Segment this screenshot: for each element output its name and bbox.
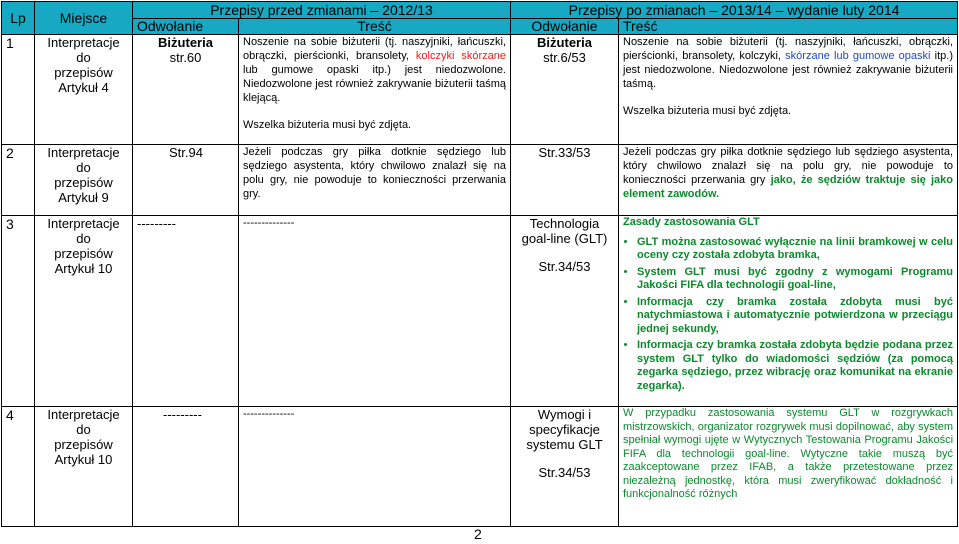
row-lp: 4 [2, 407, 35, 527]
list-item: • Informacja czy bramka została zdobyta będzie podana przez system GLT tylko do wiadomości sędziów (za pomocą zegarka sędziego, przez wibrację oraz komunikat na ekranie zegarka). [637, 339, 953, 393]
row-before-source: --------- [133, 216, 239, 407]
topic-line: Interpretacje do [47, 145, 120, 175]
header-miejsce: Miejsce [35, 2, 133, 35]
list-item: • GLT można zastosować wyłącznie na linii bramkowej w celu oceny czy została zdobyta bramka, [637, 236, 953, 263]
source-page: Str.34/53 [538, 259, 591, 274]
row-lp: 2 [2, 145, 35, 216]
source-label: Technologia [529, 216, 600, 231]
header-after-tresc: Treść [619, 19, 958, 35]
paragraph [623, 35, 953, 91]
topic-line: Artykuł 10 [54, 452, 113, 467]
row-before-text: -------------- [239, 216, 511, 407]
text-run: lub gumowe opaski itp.) jest niedozwolone. Niedozwolone jest również zakrywanie biżuterii taśmą klejącą. [243, 64, 506, 104]
row-after-text [619, 145, 958, 216]
source-page: Str.94 [169, 145, 203, 160]
table-row [2, 407, 958, 527]
topic-line: przepisów [54, 65, 113, 80]
source-page: str.6/53 [543, 50, 586, 65]
text-run: itp.) jest niedozwolone. Niedozwolone jest również zakrywanie biżuterii taśmą. [623, 50, 954, 90]
header-lp: Lp [2, 2, 35, 35]
topic-line: Artykuł 10 [54, 261, 113, 276]
header-before-odwolanie: Odwołanie [133, 19, 239, 35]
source-page: str.60 [169, 50, 202, 65]
header-after-title: Przepisy po zmianach – 2013/14 – wydanie luty 2014 [511, 2, 958, 19]
text-run: Noszenie na sobie biżuterii (tj. naszyjniki, łańcuszki, obrączki, pierścionki, bransolety, [243, 36, 506, 62]
row-after-text [619, 35, 958, 145]
text-run: Jeżeli podczas gry piłka dotknie sędziego lub sędziego asystenta, który chwilowo znalazł się na polu gry, nie powoduje to konieczności przerwania gry [623, 146, 954, 186]
row-before-source: --------- [133, 407, 239, 527]
row-after-source [511, 145, 619, 216]
row-before-text: -------------- [239, 407, 511, 527]
row-topic [35, 35, 133, 145]
row-before-text: Jeżeli podczas gry piłka dotknie sędziego lub sędziego asystenta, który chwilowo znalazł się na polu gry, nie powoduje to konieczności przerwania gry. [239, 145, 511, 216]
glt-rules-list [623, 236, 953, 394]
topic-line: Interpretacje do [47, 407, 120, 437]
source-label: Wymogi i [537, 407, 592, 422]
row-before-source [133, 35, 239, 145]
row-topic [35, 407, 133, 527]
table-row [2, 35, 958, 145]
row-before-source [133, 145, 239, 216]
topic-line: Interpretacje do [47, 216, 120, 246]
row-topic [35, 216, 133, 407]
comparison-table [1, 1, 958, 527]
page-number: 2 [474, 526, 482, 542]
row-topic [35, 145, 133, 216]
list-item: • Informacja czy bramka została zdobyta musi być natychmiastowa i automatycznie potwierdzona w przeciągu jednej sekundy, [637, 296, 953, 337]
header-row-2 [2, 19, 958, 35]
list-item: • System GLT musi być zgodny z wymogami Programu Jakości FIFA dla technologii goal-line, [637, 266, 953, 293]
paragraph: Wszelka biżuteria musi być zdjęta. [243, 119, 412, 131]
highlight-green: jako, że sędziów traktuje się jako element zawodów. [623, 174, 954, 200]
source-label: Biżuteria [158, 35, 213, 50]
paragraph [243, 35, 506, 105]
text-run: Noszenie na sobie biżuterii (tj. naszyjniki, łańcuszki, obrączki, pierścionki, bransolety, kolczyki, [623, 36, 954, 62]
header-before-tresc: Treść [239, 19, 511, 35]
source-page: Str.33/53 [538, 145, 591, 160]
row-after-source [511, 407, 619, 527]
row-after-text: W przypadku zastosowania systemu GLT w rozgrywkach mistrzowskich, organizator rozgrywek musi dopilnować, aby system spełniał wymogi ujęte w Wytycznych Testowania Programu Jakości FIFA dla technologii goal-line. Wytyczne takie muszą być zaakceptowane przez IFAB, a także przetestowane przez niezależną jednostkę, która musi zweryfikować dokładność i funkcjonalność różnych [619, 407, 958, 527]
highlight-red: kolczyki skórzane [415, 50, 506, 62]
table-row [2, 216, 958, 407]
highlight-blue: skórzane lub gumowe opaski [785, 50, 931, 62]
glt-rules-title: Zasady zastosowania GLT [623, 216, 760, 228]
row-lp: 3 [2, 216, 35, 407]
topic-line: Artykuł 9 [58, 190, 109, 205]
header-row-1 [2, 2, 958, 19]
topic-line: Interpretacje do [47, 35, 120, 65]
row-lp: 1 [2, 35, 35, 145]
topic-line: przepisów [54, 246, 113, 261]
source-label: systemu GLT [526, 437, 603, 452]
row-after-text [619, 216, 958, 407]
table-row [2, 145, 958, 216]
source-label: specyfikacje [529, 422, 600, 437]
topic-line: przepisów [54, 175, 113, 190]
header-after-odwolanie: Odwołanie [511, 19, 619, 35]
source-page: Str.34/53 [538, 465, 591, 480]
topic-line: przepisów [54, 437, 113, 452]
row-before-text [239, 35, 511, 145]
header-before-title: Przepisy przed zmianami – 2012/13 [133, 2, 511, 19]
topic-line: Artykuł 4 [58, 80, 109, 95]
row-after-source [511, 35, 619, 145]
paragraph: Wszelka biżuteria musi być zdjęta. [623, 105, 792, 117]
source-label: goal-line (GLT) [521, 231, 608, 246]
row-after-source [511, 216, 619, 407]
source-label: Biżuteria [537, 35, 592, 50]
